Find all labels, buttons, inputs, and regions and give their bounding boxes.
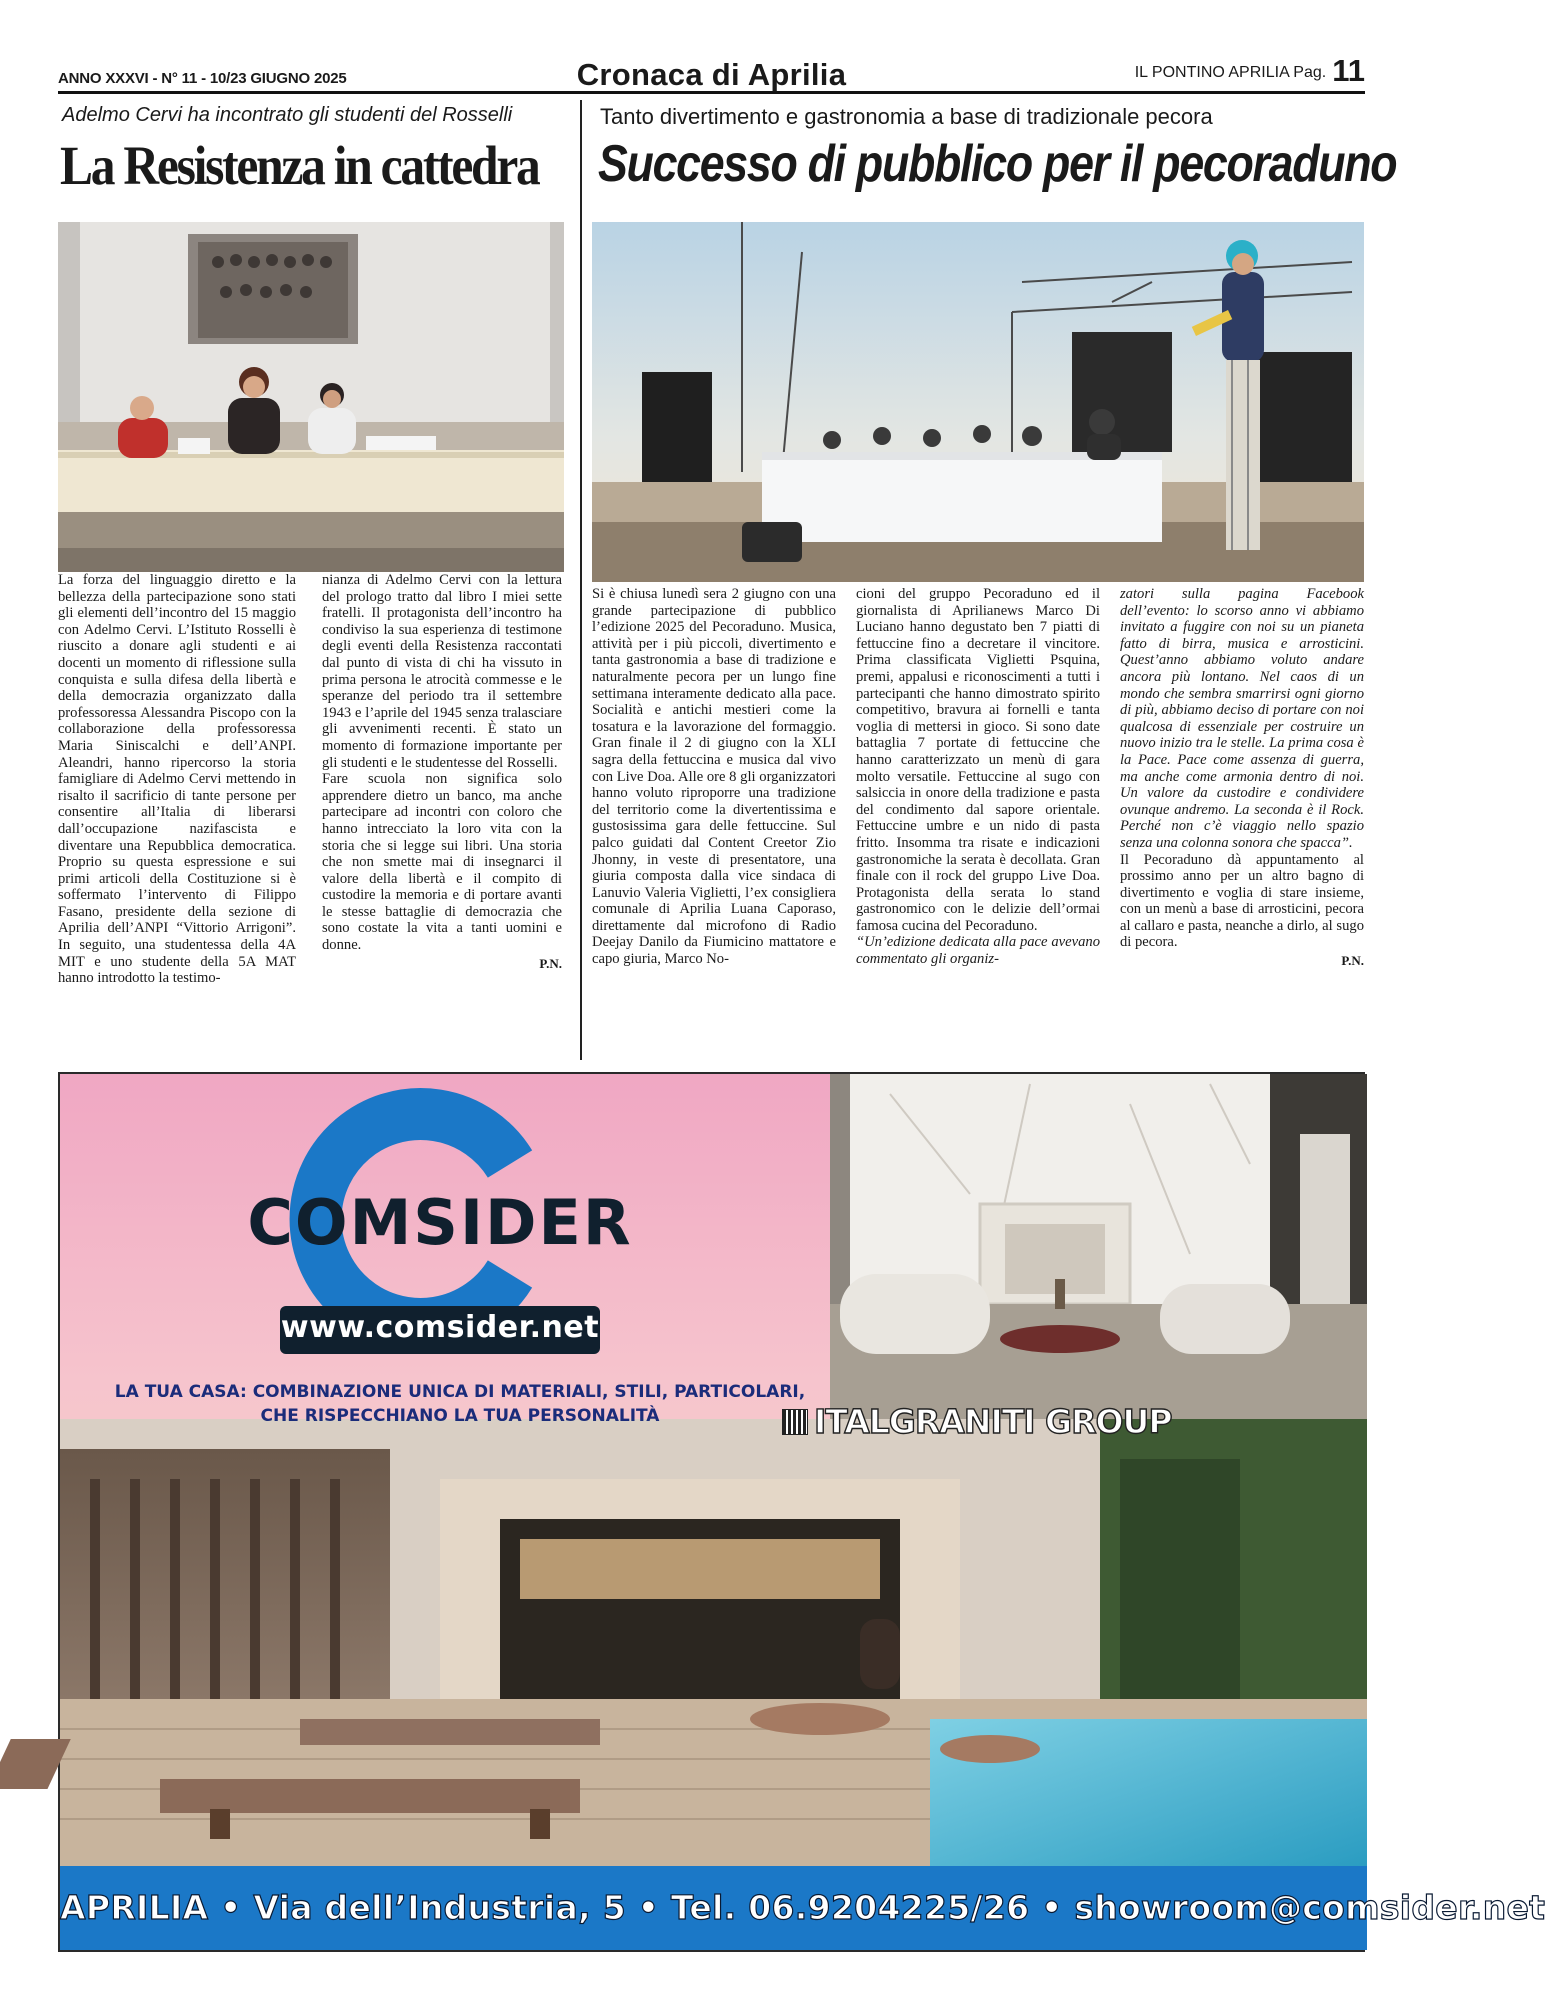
website-link[interactable] [280,1306,600,1354]
right-article-column-1 [592,586,836,1054]
comsider-logo[interactable] [230,1094,650,1354]
tagline-line: CHE RISPECCHIANO LA TUA PERSONALITÀ [260,1406,660,1426]
right-article-signature: P.N. [1341,953,1364,969]
left-article-photo [58,222,564,572]
right-article-kicker: Tanto divertimento e gastronomia a base di tradizionale pecora [600,104,1213,129]
masthead [58,53,1365,94]
ad-terrace-photo [60,1419,1367,1869]
right-article-headline: Successo di pubblico per il pecoraduno [598,135,1397,193]
partner-name: ITALGRANITI GROUP [814,1402,1172,1441]
left-article-headline: La Resistenza in cattedra [60,135,539,196]
right-article-text: cioni del gruppo Pecoraduno ed il giornalista di Aprilianews Marco Di Luciano hanno degustato ben 7 piatti di fettuccine fino a decretare il vincitore. Prima classificata Viglietti Psquina, premi, appalusi e riconoscimenti a tutti i partecipanti che hanno dimostrato spirito competitivo, bravura ai fornelli e tanta voglia di mettersi in gioco. Si sono date battaglia 7 portate di fettuccine che hanno caratterizzato un menù di gara molto versatile. Fettuccine al sugo con salsiccia in onore della tradizione e pasta del condimento dal sapore orientale. Fettuccine umbre e un nido di pasta fritto. Insomma tra risate e indicazioni gastronomiche la serata è decollata. Gran finale con il rock del gruppo Live Doa. Protagonista della serata lo stand gastronomico con le delizie dell’ormai famosa cucina del Pecoraduno. [856,586,1100,934]
right-article-column-2 [856,586,1100,1054]
ad-contact-bar[interactable] [60,1866,1545,1950]
right-article-photo [592,222,1364,582]
section-title: Cronaca di Aprilia [576,57,847,92]
left-article-text: Fare scuola non significa solo apprendere dietro un banco, ma anche partecipare ad incontri con coloro che hanno intrecciato la loro vita con la storia che si legge sui libri. Una storia che non smette mai di insegnarci il valore della libertà e il compito di custodire la memoria e di portare avanti le stesse battaglie di democrazia che sono costate la vita a tanti uomini e donne. [322,771,562,954]
tagline-line: LA TUA CASA: COMBINAZIONE UNICA DI MATERIALI, STILI, PARTICOLARI, [114,1382,806,1402]
brand-name: COMSIDER [247,1186,633,1259]
column-divider [580,100,582,1060]
contact-details: APRILIA • Via dell’Industria, 5 • Tel. 06.9204225/26 • showroom@comsider.net [60,1888,1545,1927]
left-article-column-1 [58,572,296,1052]
left-article-column-2 [322,572,562,1052]
left-article-text: nianza di Adelmo Cervi con la lettura del prologo tratto dal libro I miei sette fratelli. Il protagonista dell’incontro ha condiviso la sua esperienza di testimone degli eventi della Resistenza raccontati dal punto di vista di chi ha vissuto in prima persona le atrocità commesse e le speranze del periodo tra il settembre 1943 e l’aprile del 1945 senza tralasciare gli avvenimenti recenti. È stato un momento di formazione importante per gli studenti e le studentesse del Rosselli. [322,572,562,771]
left-article-kicker: Adelmo Cervi ha incontrato gli studenti del Rosselli [62,104,513,126]
left-article-text: La forza del linguaggio diretto e la bellezza della partecipazione sono stati gli elementi dell’incontro del 15 maggio con Adelmo Cervi. L’Istituto Rosselli è riuscito a donare agli studenti e ai docenti un momento di riflessione sulla conquista e sulla difesa della libertà e della democrazia organizzato dalla professoressa Alessandra Piscopo con la collaborazione della professoressa Maria Siniscalchi e dell’ANPI. Aleandri, hanno ripercorso la storia famigliare di Adelmo Cervi mettendo in risalto il sacrificio di tante persone per consentire all’Italia di liberarsi dall’occupazione nazifascista e diventare una Repubblica democratica. Proprio su questa espressione e sui primi articoli della Costituzione si è soffermato l’intervento di Filippo Fasano, presidente della sezione di Aprilia dell’ANPI “Vittorio Arrigoni”. In seguito, una studentessa della 4A MIT e uno studente della 5A MAT hanno introdotto la testimo- [58,572,296,987]
right-article-text: Il Pecoraduno dà appuntamento al prossimo anno per un altro bagno di divertimento e voglia di stare insieme, con un menù a base di arrosticini, pecora al callaro e pasta, neanche a dirlo, al sugo di pecora. [1120,851,1364,951]
italgraniti-logo [782,1402,1172,1441]
ad-interior-photo [830,1074,1367,1419]
italgraniti-mark-icon [782,1409,808,1435]
issue-info: ANNO XXXVI - N° 11 - 10/23 GIUGNO 2025 [58,70,347,87]
right-article-column-3 [1120,586,1364,1054]
ad-tagline [100,1380,820,1428]
comsider-advertisement[interactable] [58,1072,1545,1952]
right-article-quote: “Un’edizione dedicata alla pace avevano commentato gli organiz- [856,934,1100,968]
left-article-signature: P.N. [539,955,562,971]
paper-name: IL PONTINO APRILIA Pag. [1134,64,1327,81]
website-label: www.comsider.net [280,1310,600,1345]
paper-info [1135,53,1365,89]
page-number: 11 [1332,53,1365,88]
right-article-quote: zatori sulla pagina Facebook dell’evento: lo scorso anno vi abbiamo invitato a fuggire con noi su un pianeta fatto di birra, musica e arrosticini. Quest’anno abbiamo voluto andare ancora più lontano. Nel caos di un mondo che sembra smarrirsi ogni giorno di più, abbiamo deciso di portare con noi qualcosa di essenziale per costruire un nuovo inizio tra le stelle. La prima cosa è la Pace. Pace come assenza di guerra, ma anche come armonia dentro di noi. Un valore da custodire e condividere ovunque andremo. La seconda è il Rock. Perché non c’è viaggio nello spazio senza una colonna sonora che spacca”. [1120,586,1364,851]
right-article-text: Si è chiusa lunedì sera 2 giugno con una grande partecipazione di pubblico l’edizione 2025 del Pecoraduno. Musica, attività per i più piccoli, divertimento e tanta gastronomia a base di tradizione e naturalmente pecora per un lungo fine settimana interamente dedicato alla pace. Socialità e antichi mestieri come la tosatura e la lavorazione del formaggio. Gran finale il 2 di giugno con la XLI sagra della fettuccina e musica dal vivo con Live Doa. Alle ore 8 gli organizzatori hanno voluto riproporre una tradizione del territorio come la divertentissima e gustosissima gara delle fettuccine. Sul palco guidati dal Content Creetor Zio Jhonny, in veste di presentatore, una giuria composta dalla vice sindaca di Lanuvio Valeria Viglietti, l’ex consigliera comunale di Aprilia Luana Caporaso, direttamente dal microfono di Radio Deejay Danilo da Fiumicino mattatore e capo giuria, Marco No- [592,586,836,968]
